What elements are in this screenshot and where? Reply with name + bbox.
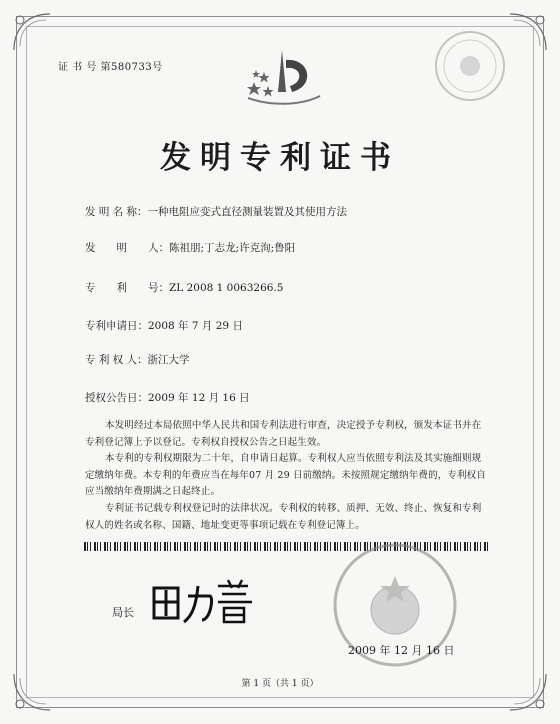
grant-date-field: [85, 390, 250, 405]
body-paragraph: 专利证书记载专利权登记时的法律状况。专利权的转移、质押、无效、终止、恢复和专利权人的姓名或名称、国籍、地址变更等事项记载在专利登记簿上。: [85, 502, 482, 531]
corner-ornament-bottom-left: [10, 668, 56, 714]
patent-number-field: [85, 280, 283, 295]
inventors-label: 发 明 人：: [85, 242, 169, 254]
certificate-body-text: [85, 418, 487, 534]
page-number: 第 1 页（共 1 页）: [241, 679, 319, 689]
director-label: 局长: [112, 606, 134, 619]
patentee-label: 专 利 权 人：: [85, 354, 148, 366]
filing-date-value: 2008 年 7 月 29 日: [148, 320, 243, 332]
inventors-value: 陈祖朋;丁志龙;许克洵;鲁阳: [169, 242, 296, 254]
patentee-field: [85, 352, 190, 367]
inventors-field: [85, 240, 295, 255]
grant-date-value: 2009 年 12 月 16 日: [148, 392, 250, 404]
corner-ornament-top-left: [10, 10, 56, 56]
patent-number-value: ZL 2008 1 0063266.5: [169, 282, 284, 294]
body-paragraph: 本专利的专利权期限为二十年，自申请日起算。专利权人应当依照专利法及其实施细则规定缴纳年费。本专利的年费应当在每年07 月 29 日前缴纳。未按照规定缴纳年费的，专利权自应当缴纳年费期满之日起终止。: [85, 453, 486, 498]
grant-date-label: 授权公告日：: [85, 392, 148, 404]
invention-name-label: 发 明 名 称：: [85, 206, 148, 218]
director-signature: [148, 576, 258, 626]
filing-date-label: 专利申请日：: [85, 320, 148, 332]
filing-date-field: [85, 318, 243, 333]
invention-name-value: 一种电阻应变式直径测量装置及其使用方法: [147, 206, 348, 218]
corner-ornament-top-right: [504, 10, 550, 56]
patentee-value: 浙江大学: [147, 354, 190, 366]
signing-date: 2009 年 12 月 16 日: [348, 644, 455, 657]
invention-name-field: [85, 204, 347, 219]
patent-number-label: 专 利 号：: [85, 282, 169, 294]
certificate-title: 发明专利证书: [160, 140, 400, 176]
corner-ornament-bottom-right: [504, 668, 550, 714]
top-seal-stamp: [432, 28, 508, 104]
patent-office-emblem-icon: [240, 46, 324, 118]
certificate-number: 证 书 号 第580733号: [58, 62, 163, 73]
body-paragraph: 本发明经过本局依照中华人民共和国专利法进行审查，决定授予专利权，颁发本证书并在专利登记簿上予以登记。专利权自授权公告之日起生效。: [85, 420, 482, 448]
